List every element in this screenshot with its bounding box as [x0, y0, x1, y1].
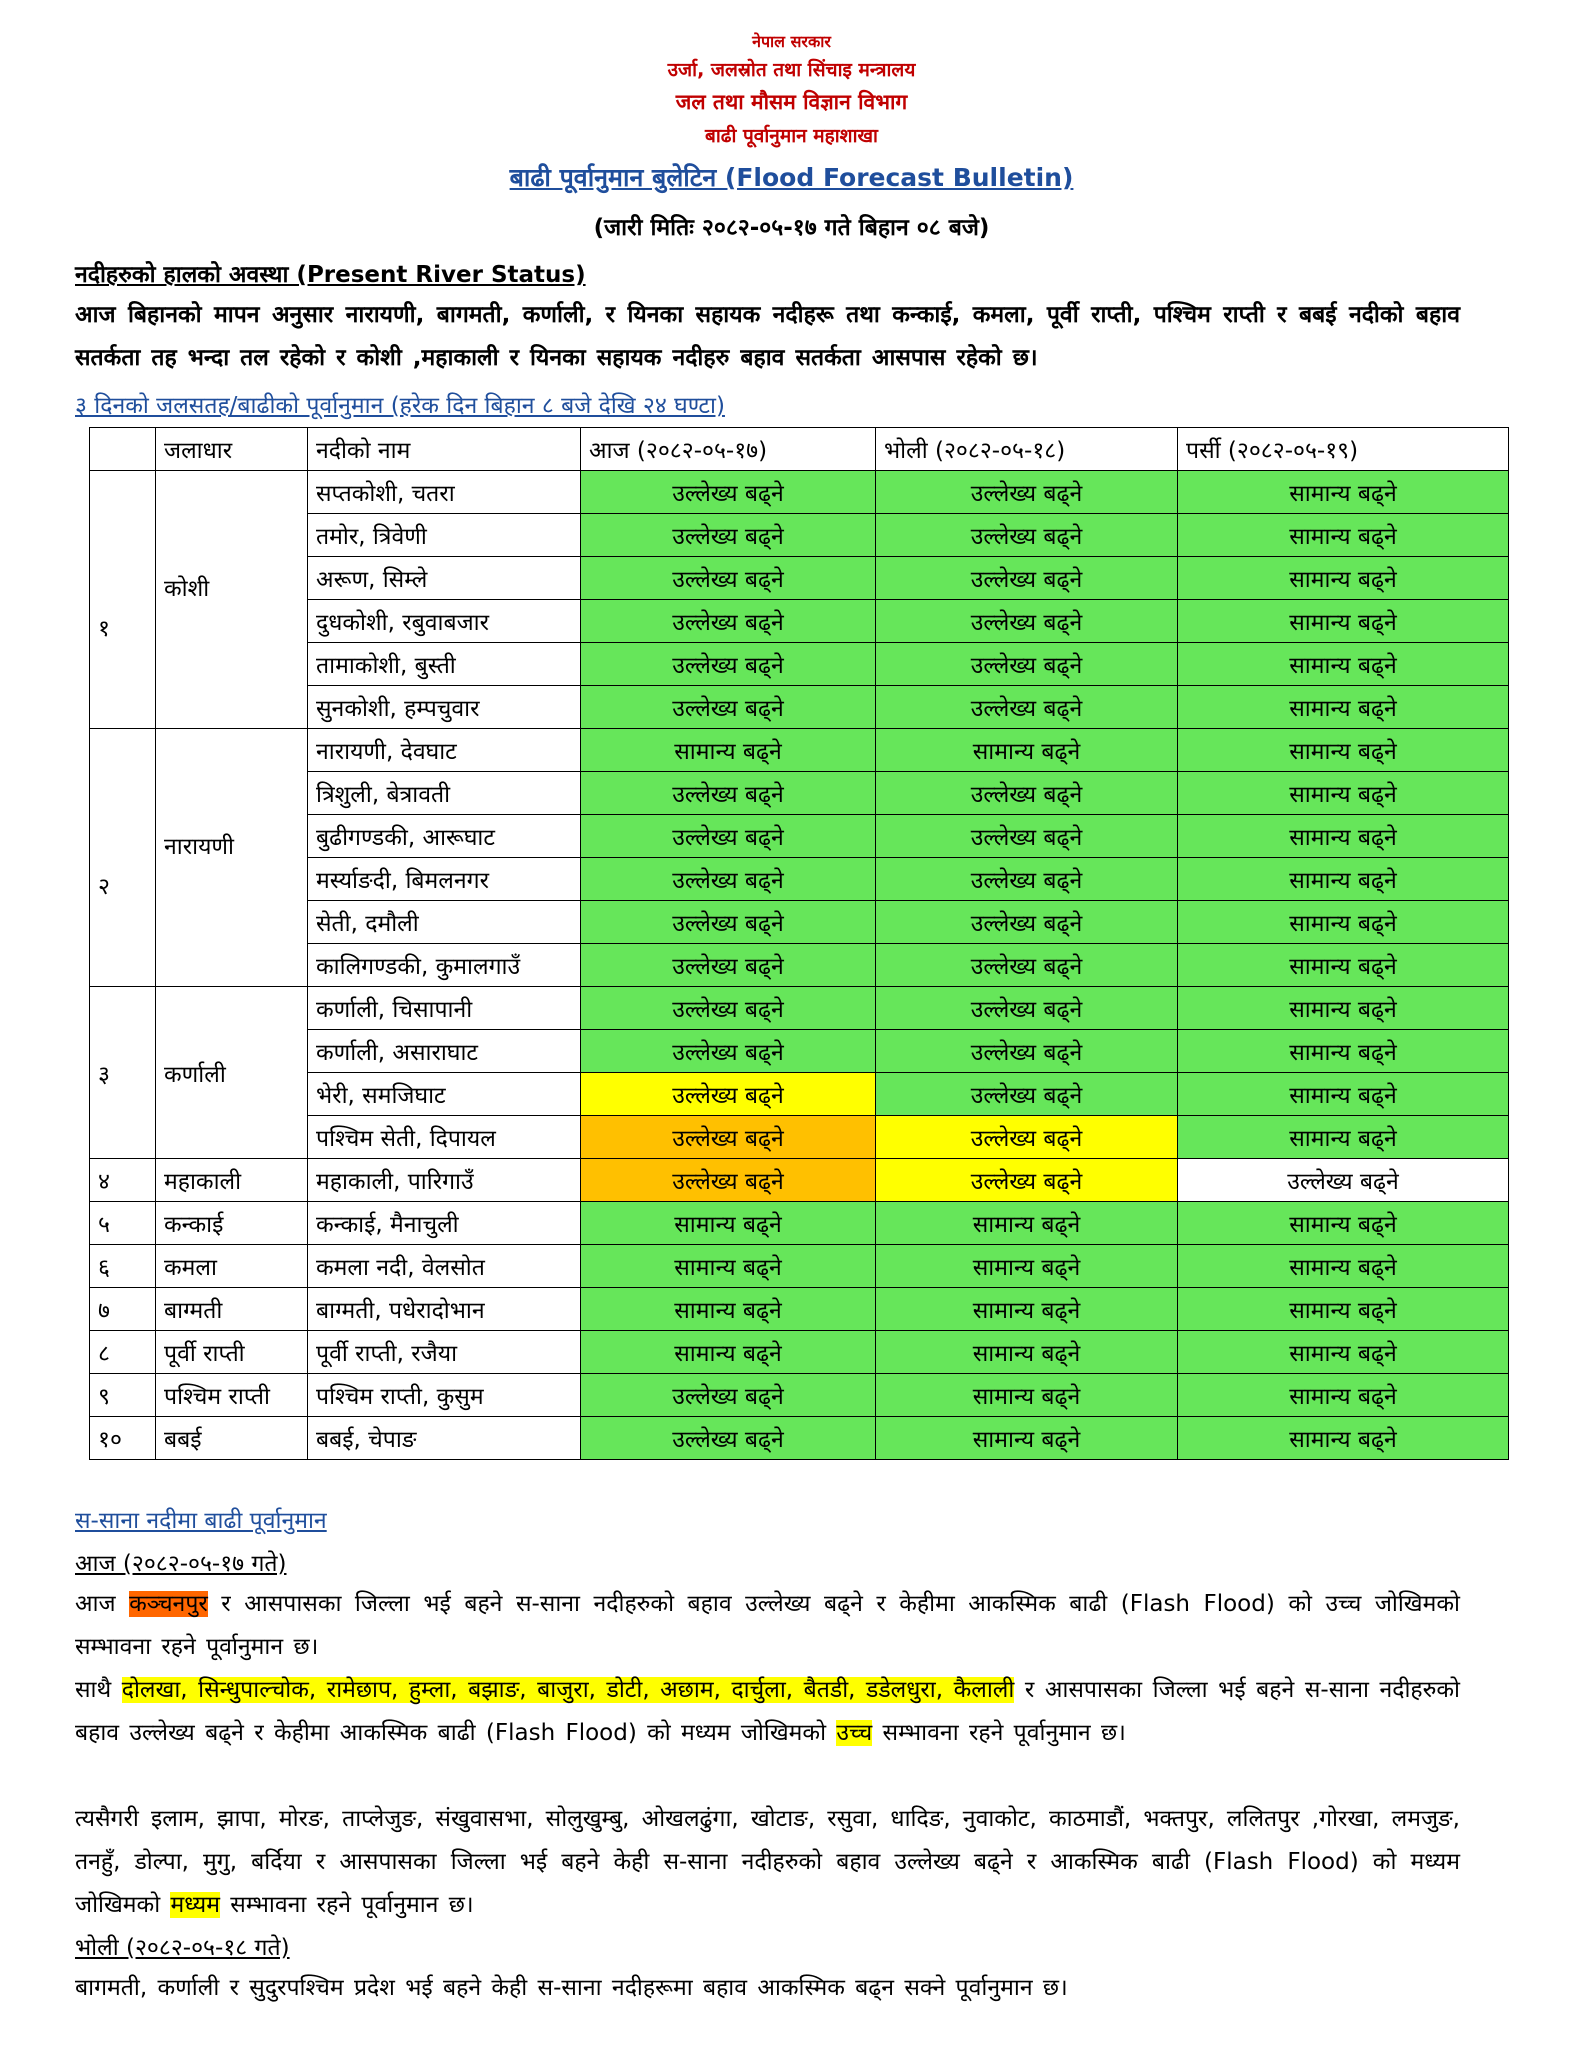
header-serial — [90, 428, 156, 471]
forecast-day-after: सामान्य बढ्ने — [1178, 471, 1509, 514]
forecast-tomorrow: उल्लेख्य बढ्ने — [876, 944, 1178, 987]
table-row — [90, 1331, 1509, 1374]
forecast-tomorrow: उल्लेख्य बढ्ने — [876, 1030, 1178, 1073]
forecast-tomorrow: उल्लेख्य बढ्ने — [876, 858, 1178, 901]
basin-serial: ८ — [90, 1331, 156, 1374]
forecast-day-after: सामान्य बढ्ने — [1178, 772, 1509, 815]
river-station: बबई, चेपाङ — [308, 1417, 581, 1460]
basin-name: पश्चिम राप्ती — [156, 1374, 308, 1417]
p3-pre: त्यसैगरी इलाम, झापा, मोरङ, ताप्लेजुङ, संखुवासभा, सोलुखुम्बु, ओखलढुंगा, खोटाङ, रसुवा, धादिङ, नुवाकोट, काठमाडौं, भक्तपुर, ललितपुर ,गोरखा, लमजुङ, तनहुँ, डोल्पा, मुगु, बर्दिया र आसपासका जिल्ला भई बहने केही स-साना नदीहरुको बहाव उल्लेख्य बढ्ने र आकस्मिक बाढी (Flash Flood) को मध्यम जोखिमको — [75, 1806, 1460, 1918]
forecast-today: सामान्य बढ्ने — [581, 1245, 876, 1288]
forecast-tomorrow: सामान्य बढ्ने — [876, 1417, 1178, 1460]
river-station: कमला नदी, वेलसोत — [308, 1245, 581, 1288]
bulletin-title: बाढी पूर्वानुमान बुलेटिन (Flood Forecast Bulletin) — [509, 163, 1074, 192]
table-row — [90, 1159, 1509, 1202]
forecast-today: उल्लेख्य बढ्ने — [581, 514, 876, 557]
river-station: त्रिशुली, बेत्रावती — [308, 772, 581, 815]
forecast-tomorrow: सामान्य बढ्ने — [876, 1331, 1178, 1374]
header-basin: जलाधार — [156, 428, 308, 471]
table-row — [90, 1288, 1509, 1331]
forecast-day-after: सामान्य बढ्ने — [1178, 729, 1509, 772]
forecast-tomorrow: उल्लेख्य बढ्ने — [876, 901, 1178, 944]
header-day-after: पर्सी (२०८२-०५-१९) — [1178, 428, 1509, 471]
table-header-row — [90, 428, 1509, 471]
river-station: पश्चिम सेती, दिपायल — [308, 1116, 581, 1159]
river-station: सप्तकोशी, चतरा — [308, 471, 581, 514]
p2-pre: साथै — [75, 1677, 122, 1703]
ministry-title: उर्जा, जलस्रोत तथा सिंचाइ मन्त्रालय — [667, 59, 916, 81]
forecast-day-after: सामान्य बढ्ने — [1178, 815, 1509, 858]
basin-name: पूर्वी राप्ती — [156, 1331, 308, 1374]
forecast-day-after: सामान्य बढ्ने — [1178, 643, 1509, 686]
forecast-day-after: सामान्य बढ्ने — [1178, 1374, 1509, 1417]
forecast-day-after: सामान्य बढ्ने — [1178, 686, 1509, 729]
forecast-today: सामान्य बढ्ने — [581, 1331, 876, 1374]
forecast-today: उल्लेख्य बढ्ने — [581, 1159, 876, 1202]
issue-date: (जारी मितिः २०८२-०५-१७ गते बिहान ०८ बजे) — [593, 215, 990, 241]
table-row — [90, 1202, 1509, 1245]
p1-post: र आसपासका जिल्ला भई बहने स-साना नदीहरुको बहाव उल्लेख्य बढ्ने र केहीमा आकस्मिक बाढी (Flash Flood) को उच्च जोखिमको सम्भावना रहने पूर्वानुमान छ। — [75, 1591, 1460, 1660]
forecast-heading: ३ दिनको जलसतह/बाढीको पूर्वानुमान (हरेक दिन बिहान ८ बजे देखि २४ घण्टा) — [75, 393, 725, 419]
basin-serial: १० — [90, 1417, 156, 1460]
table-row — [90, 987, 1509, 1030]
present-status-text: आज बिहानको मापन अनुसार नारायणी, बागमती, कर्णाली, र यिनका सहायक नदीहरू तथा कन्काई, कमला, पूर्वी राप्ती, पश्चिम राप्ती र बबई नदीको बहाव सतर्कता तह भन्दा तल रहेको र कोशी ,महाकाली र यिनका सहायक नदीहरु बहाव सतर्कता आसपास रहेको छ। — [75, 302, 1460, 371]
forecast-today: सामान्य बढ्ने — [581, 1288, 876, 1331]
river-station: सुनकोशी, हम्पचुवार — [308, 686, 581, 729]
forecast-day-after: सामान्य बढ्ने — [1178, 944, 1509, 987]
p3-highlight-level: मध्यम — [170, 1892, 220, 1918]
forecast-today: उल्लेख्य बढ्ने — [581, 944, 876, 987]
forecast-today: उल्लेख्य बढ्ने — [581, 643, 876, 686]
basin-serial: ४ — [90, 1159, 156, 1202]
p2-mid: र आसपासका जिल्ला भई बहने स-साना नदीहरुको बहाव उल्लेख्य बढ्ने र केहीमा आकस्मिक बाढी (Flash Flood) को मध्यम जोखिमको — [75, 1677, 1460, 1746]
forecast-tomorrow: उल्लेख्य बढ्ने — [876, 600, 1178, 643]
forecast-today: उल्लेख्य बढ्ने — [581, 686, 876, 729]
forecast-today: उल्लेख्य बढ्ने — [581, 858, 876, 901]
gov-title: नेपाल सरकार — [752, 32, 831, 51]
small-rivers-heading: स-साना नदीमा बाढी पूर्वानुमान — [75, 1508, 327, 1534]
basin-serial: १ — [90, 471, 156, 729]
forecast-tomorrow: सामान्य बढ्ने — [876, 1245, 1178, 1288]
table-row — [90, 1417, 1509, 1460]
forecast-day-after: सामान्य बढ्ने — [1178, 514, 1509, 557]
basin-serial: ७ — [90, 1288, 156, 1331]
basin-serial: २ — [90, 729, 156, 987]
tomorrow-paragraph: बागमती, कर्णाली र सुदुरपश्चिम प्रदेश भई बहने केही स-साना नदीहरूमा बहाव आकस्मिक बढ्न सक्ने पूर्वानुमान छ। — [75, 1975, 1068, 2001]
table-row — [90, 471, 1509, 514]
forecast-today: उल्लेख्य बढ्ने — [581, 1116, 876, 1159]
forecast-day-after: सामान्य बढ्ने — [1178, 1116, 1509, 1159]
forecast-today: उल्लेख्य बढ्ने — [581, 815, 876, 858]
river-station: कालिगण्डकी, कुमालगाउँ — [308, 944, 581, 987]
basin-name: नारायणी — [156, 729, 308, 987]
forecast-tomorrow: उल्लेख्य बढ्ने — [876, 1116, 1178, 1159]
division-title: बाढी पूर्वानुमान महाशाखा — [705, 125, 878, 147]
forecast-tomorrow: सामान्य बढ्ने — [876, 1374, 1178, 1417]
river-station: महाकाली, पारिगाउँ — [308, 1159, 581, 1202]
forecast-day-after: उल्लेख्य बढ्ने — [1178, 1159, 1509, 1202]
forecast-tomorrow: उल्लेख्य बढ्ने — [876, 772, 1178, 815]
forecast-tomorrow: उल्लेख्य बढ्ने — [876, 1159, 1178, 1202]
river-station: कर्णाली, चिसापानी — [308, 987, 581, 1030]
forecast-today: उल्लेख्य बढ्ने — [581, 772, 876, 815]
river-station: तमोर, त्रिवेणी — [308, 514, 581, 557]
river-station: सेती, दमौली — [308, 901, 581, 944]
forecast-today: सामान्य बढ्ने — [581, 1202, 876, 1245]
forecast-day-after: सामान्य बढ्ने — [1178, 557, 1509, 600]
forecast-tomorrow: उल्लेख्य बढ्ने — [876, 643, 1178, 686]
forecast-today: उल्लेख्य बढ्ने — [581, 557, 876, 600]
forecast-today: उल्लेख्य बढ्ने — [581, 471, 876, 514]
river-station: भेरी, समजिघाट — [308, 1073, 581, 1116]
basin-name: बबई — [156, 1417, 308, 1460]
forecast-day-after: सामान्य बढ्ने — [1178, 1073, 1509, 1116]
river-station: दुधकोशी, रबुवाबजार — [308, 600, 581, 643]
forecast-tomorrow: उल्लेख्य बढ्ने — [876, 1073, 1178, 1116]
forecast-tomorrow: उल्लेख्य बढ्ने — [876, 514, 1178, 557]
river-station: अरूण, सिम्ले — [308, 557, 581, 600]
forecast-day-after: सामान्य बढ्ने — [1178, 1288, 1509, 1331]
forecast-day-after: सामान्य बढ्ने — [1178, 987, 1509, 1030]
basin-name: महाकाली — [156, 1159, 308, 1202]
river-station: कर्णाली, असाराघाट — [308, 1030, 581, 1073]
forecast-day-after: सामान्य बढ्ने — [1178, 1331, 1509, 1374]
river-station: कन्काई, मैनाचुली — [308, 1202, 581, 1245]
basin-name: कन्काई — [156, 1202, 308, 1245]
basin-name: कोशी — [156, 471, 308, 729]
present-status-heading: नदीहरुको हालको अवस्था (Present River Status) — [75, 262, 586, 288]
today-paragraph-3 — [75, 1798, 1460, 1927]
forecast-tomorrow: सामान्य बढ्ने — [876, 1288, 1178, 1331]
today-paragraph-2 — [75, 1669, 1460, 1755]
forecast-today: उल्लेख्य बढ्ने — [581, 1030, 876, 1073]
basin-serial: ९ — [90, 1374, 156, 1417]
forecast-today: उल्लेख्य बढ्ने — [581, 987, 876, 1030]
river-station: पूर्वी राप्ती, रजैया — [308, 1331, 581, 1374]
river-station: बाग्मती, पधेरादोभान — [308, 1288, 581, 1331]
department-title: जल तथा मौसम विज्ञान विभाग — [675, 90, 908, 114]
forecast-table — [89, 427, 1509, 1460]
forecast-day-after: सामान्य बढ्ने — [1178, 1417, 1509, 1460]
forecast-today: उल्लेख्य बढ्ने — [581, 901, 876, 944]
forecast-day-after: सामान्य बढ्ने — [1178, 901, 1509, 944]
forecast-today: उल्लेख्य बढ्ने — [581, 1417, 876, 1460]
p2-highlight-level: उच्च — [836, 1720, 873, 1746]
basin-serial: ३ — [90, 987, 156, 1159]
table-row — [90, 729, 1509, 772]
header-river: नदीको नाम — [308, 428, 581, 471]
forecast-today: उल्लेख्य बढ्ने — [581, 1374, 876, 1417]
today-heading: आज (२०८२-०५-१७ गते) — [75, 1551, 287, 1577]
tomorrow-heading: भोली (२०८२-०५-१८ गते) — [75, 1935, 290, 1961]
basin-serial: ६ — [90, 1245, 156, 1288]
basin-name: कर्णाली — [156, 987, 308, 1159]
forecast-tomorrow: उल्लेख्य बढ्ने — [876, 987, 1178, 1030]
table-row — [90, 1374, 1509, 1417]
forecast-day-after: सामान्य बढ्ने — [1178, 1245, 1509, 1288]
forecast-tomorrow: सामान्य बढ्ने — [876, 1202, 1178, 1245]
forecast-day-after: सामान्य बढ्ने — [1178, 1030, 1509, 1073]
p1-pre: आज — [75, 1591, 130, 1617]
river-station: नारायणी, देवघाट — [308, 729, 581, 772]
forecast-day-after: सामान्य बढ्ने — [1178, 858, 1509, 901]
forecast-today: उल्लेख्य बढ्ने — [581, 600, 876, 643]
today-paragraph-1 — [75, 1583, 1460, 1669]
forecast-day-after: सामान्य बढ्ने — [1178, 600, 1509, 643]
forecast-tomorrow: सामान्य बढ्ने — [876, 729, 1178, 772]
forecast-tomorrow: उल्लेख्य बढ्ने — [876, 557, 1178, 600]
p2-highlight-districts: दोलखा, सिन्धुपाल्चोक, रामेछाप, हुम्ला, बझाङ, बाजुरा, डोटी, अछाम, दार्चुला, बैतडी, डडेलधुरा, कैलाली — [121, 1677, 1015, 1703]
basin-serial: ५ — [90, 1202, 156, 1245]
header-tomorrow: भोली (२०८२-०५-१८) — [876, 428, 1178, 471]
forecast-tomorrow: उल्लेख्य बढ्ने — [876, 815, 1178, 858]
basin-name: बाग्मती — [156, 1288, 308, 1331]
forecast-tomorrow: उल्लेख्य बढ्ने — [876, 471, 1178, 514]
header-today: आज (२०८२-०५-१७) — [581, 428, 876, 471]
river-station: तामाकोशी, बुस्ती — [308, 643, 581, 686]
forecast-today: उल्लेख्य बढ्ने — [581, 1073, 876, 1116]
forecast-today: सामान्य बढ्ने — [581, 729, 876, 772]
basin-name: कमला — [156, 1245, 308, 1288]
river-station: पश्चिम राप्ती, कुसुम — [308, 1374, 581, 1417]
p2-post: सम्भावना रहने पूर्वानुमान छ। — [872, 1720, 1126, 1746]
table-row — [90, 1245, 1509, 1288]
river-station: बुढीगण्डकी, आरूघाट — [308, 815, 581, 858]
p1-highlight-district: कञ्चनपुर — [129, 1591, 208, 1617]
forecast-tomorrow: उल्लेख्य बढ्ने — [876, 686, 1178, 729]
forecast-day-after: सामान्य बढ्ने — [1178, 1202, 1509, 1245]
p3-post: सम्भावना रहने पूर्वानुमान छ। — [219, 1892, 474, 1918]
river-station: मर्स्याङदी, बिमलनगर — [308, 858, 581, 901]
